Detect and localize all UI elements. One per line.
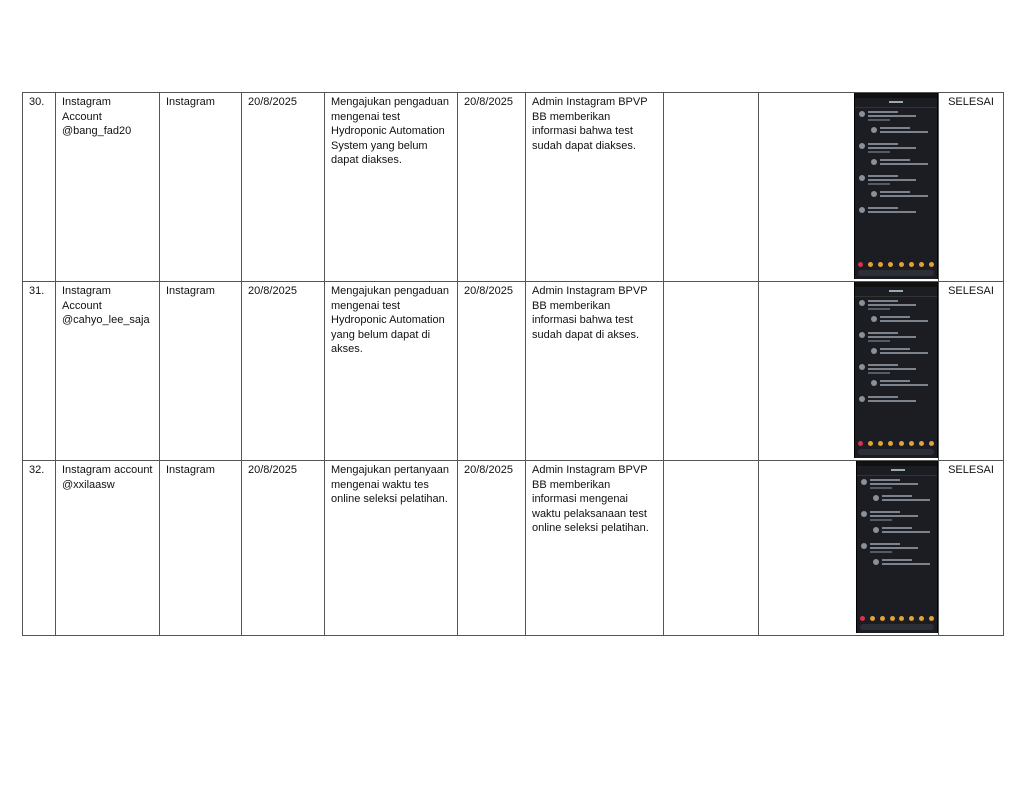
- row-number: 31.: [23, 282, 56, 461]
- table-row: [23, 93, 1004, 282]
- channel-cell: Instagram: [160, 93, 242, 282]
- account-cell: Instagram Account @cahyo_lee_saja: [56, 282, 160, 461]
- account-cell: Instagram Account @bang_fad20: [56, 93, 160, 282]
- instagram-comments-screenshot: [856, 461, 938, 633]
- response-cell: Admin Instagram BPVP BB memberikan informasi mengenai waktu pelaksanaan test online seleksi pelatihan.: [526, 461, 664, 636]
- table-row: [23, 282, 1004, 461]
- row-number: 32.: [23, 461, 56, 636]
- date-response-cell: 20/8/2025: [458, 461, 526, 636]
- date-received-cell: 20/8/2025: [242, 93, 325, 282]
- table-row: [23, 461, 1004, 636]
- empty-cell: [664, 93, 759, 282]
- evidence-cell: [759, 282, 939, 461]
- complaint-cell: Mengajukan pengaduan mengenai test Hydroponic Automation System yang belum dapat diakses.: [325, 93, 458, 282]
- instagram-comments-screenshot: [854, 282, 938, 458]
- evidence-cell: [759, 93, 939, 282]
- evidence-cell: [759, 461, 939, 636]
- response-cell: Admin Instagram BPVP BB memberikan informasi bahwa test sudah dapat diakses.: [526, 93, 664, 282]
- status-cell: SELESAI: [939, 282, 1004, 461]
- date-received-cell: 20/8/2025: [242, 282, 325, 461]
- status-cell: SELESAI: [939, 93, 1004, 282]
- date-response-cell: 20/8/2025: [458, 282, 526, 461]
- channel-cell: Instagram: [160, 282, 242, 461]
- instagram-comments-screenshot: [854, 93, 938, 279]
- account-cell: Instagram account @xxilaasw: [56, 461, 160, 636]
- status-cell: SELESAI: [939, 461, 1004, 636]
- date-received-cell: 20/8/2025: [242, 461, 325, 636]
- empty-cell: [664, 282, 759, 461]
- response-cell: Admin Instagram BPVP BB memberikan informasi bahwa test sudah dapat di akses.: [526, 282, 664, 461]
- empty-cell: [664, 461, 759, 636]
- channel-cell: Instagram: [160, 461, 242, 636]
- date-response-cell: 20/8/2025: [458, 93, 526, 282]
- complaint-cell: Mengajukan pertanyaan mengenai waktu tes online seleksi pelatihan.: [325, 461, 458, 636]
- row-number: 30.: [23, 93, 56, 282]
- complaint-log-table: [22, 92, 1004, 636]
- complaint-cell: Mengajukan pengaduan mengenai test Hydroponic Automation yang belum dapat di akses.: [325, 282, 458, 461]
